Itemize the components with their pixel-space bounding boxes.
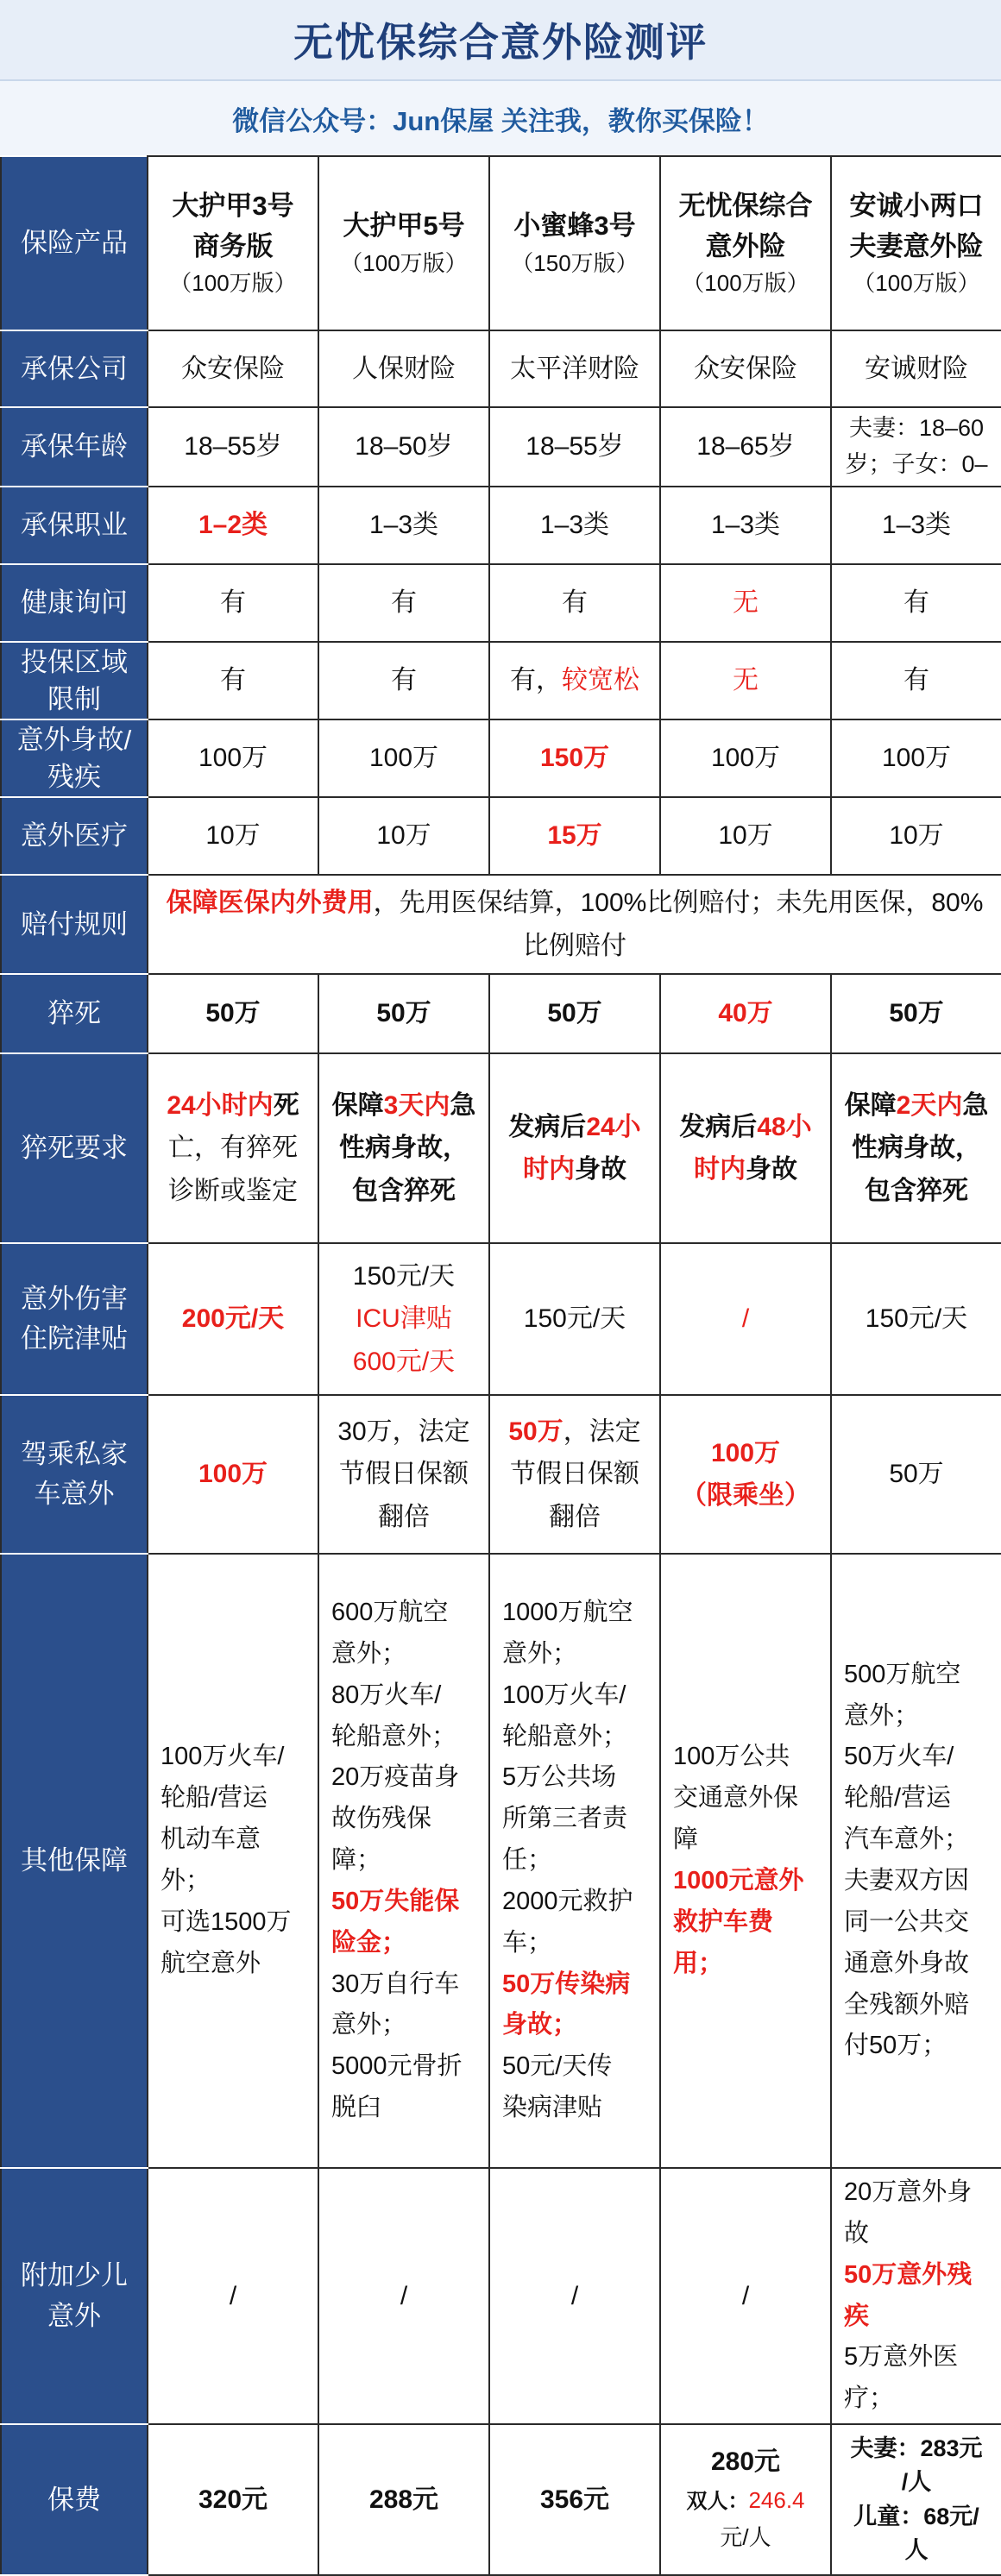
cell-text: 150元/天	[352, 1261, 456, 1291]
page-title: 无忧保综合意外险测评	[0, 0, 1001, 81]
row-label: 承保职业	[1, 487, 148, 564]
cell: 100万	[831, 719, 1001, 797]
cell: 众安保险	[660, 330, 831, 407]
cell-text: 保障	[331, 1090, 384, 1120]
cell-text: 发病后	[679, 1112, 758, 1141]
cell: 40万	[660, 974, 831, 1053]
highlight-text: 100万	[710, 1438, 781, 1467]
cell	[148, 1053, 318, 1243]
highlight-text: ICU津贴	[356, 1304, 452, 1334]
cell: 安诚财险	[831, 330, 1001, 407]
cell: 有	[318, 642, 489, 719]
cell	[489, 642, 660, 719]
cell: 100万	[148, 1395, 318, 1554]
cell	[660, 1053, 831, 1243]
cell: 288元	[318, 2424, 489, 2575]
cell-text: 5万意外医 疗；	[844, 2343, 959, 2413]
table-row-premium	[1, 2424, 1001, 2575]
product-2	[318, 156, 489, 330]
cell: 1–3类	[489, 487, 660, 564]
cell: 1–3类	[318, 487, 489, 564]
cell-text: 死	[273, 1090, 299, 1120]
row-label: 赔付规则	[1, 875, 148, 974]
row-label: 健康询问	[1, 564, 148, 642]
highlight-text: （限乘坐）	[681, 1481, 810, 1510]
table-row-medical	[1, 797, 1001, 875]
row-label: 意外医疗	[1, 797, 148, 875]
table-row-death	[1, 719, 1001, 797]
highlight-text: 600元/天	[352, 1347, 456, 1376]
cell-text: 儿童：68元/ 人	[853, 2503, 979, 2563]
table-row-hospital-allowance	[1, 1243, 1001, 1395]
cell: /	[489, 2168, 660, 2424]
cell	[489, 1554, 660, 2168]
table-row-health	[1, 564, 1001, 642]
cell	[318, 1243, 489, 1395]
highlight-text: 24小时内	[523, 1112, 641, 1184]
product-1	[148, 156, 318, 330]
cell: 100万火车/ 轮船/营运 机动车意 外； 可选1500万 航空意外	[148, 1554, 318, 2168]
product-4	[660, 156, 831, 330]
cell-text: 发病后	[508, 1112, 587, 1141]
cell: 18–55岁	[148, 407, 318, 487]
cell: 50万	[831, 974, 1001, 1053]
cell-text: 双人：	[686, 2489, 749, 2513]
cell-text: 急性病身故，包含猝死	[852, 1090, 989, 1205]
cell: 1–3类	[831, 487, 1001, 564]
cell-text: ，先用医保结算，100%比例赔付；未先用医保，80%比例赔付	[373, 889, 984, 960]
cell-text: 身故	[575, 1155, 626, 1184]
row-label: 保险产品	[1, 156, 148, 330]
highlight-text: 50万	[508, 1417, 563, 1446]
cell: 10万	[831, 797, 1001, 875]
highlight-text: 246.4	[748, 2486, 805, 2513]
row-label: 承保年龄	[1, 407, 148, 487]
highlight-text: 2天内	[896, 1090, 963, 1120]
cell-text: 600万航空 意外； 80万火车/ 轮船意外； 20万疫苗身 故伤残保 障；	[331, 1599, 460, 1875]
cell: 500万航空 意外； 50万火车/ 轮船/营运 汽车意外； 夫妻双方因 同一公共交 通意外身故 全残额外赔 付50万；	[831, 1554, 1001, 2168]
table-row-sudden	[1, 974, 1001, 1053]
cell-text: 1000万航空 意外； 100万火车/ 轮船意外； 5万公共场 所第三者责 任； 2000元救护 车；	[502, 1599, 633, 1957]
cell: 有	[489, 564, 660, 642]
product-version: （150万版）	[511, 249, 639, 276]
cell: 有	[831, 642, 1001, 719]
table-row-occupation	[1, 487, 1001, 564]
cell-text: 50元/天传 染病津贴	[502, 2052, 613, 2122]
highlight-text: 1000元意外 救护车费 用；	[673, 1867, 804, 1977]
cell: 100万	[660, 719, 831, 797]
cell: 15万	[489, 797, 660, 875]
table-row-region	[1, 642, 1001, 719]
cell-text: 急性病身故，包含猝死	[339, 1090, 476, 1205]
product-name: 无忧保综合 意外险	[678, 191, 813, 261]
cell	[660, 2424, 831, 2575]
table-row-header	[1, 156, 1001, 330]
cell: 100万	[148, 719, 318, 797]
cell: 1–2类	[148, 487, 318, 564]
row-label: 驾乘私家 车意外	[1, 1395, 148, 1554]
cell: /	[148, 2168, 318, 2424]
cell: 50万	[489, 974, 660, 1053]
row-label: 猝死	[1, 974, 148, 1053]
cell: 18–55岁	[489, 407, 660, 487]
cell: 50万	[148, 974, 318, 1053]
row-label: 意外伤害 住院津贴	[1, 1243, 148, 1395]
cell: /	[318, 2168, 489, 2424]
claim-rule-cell	[148, 875, 1001, 974]
cell: 有	[318, 564, 489, 642]
cell: 10万	[148, 797, 318, 875]
table-row-company	[1, 330, 1001, 407]
cell: 有	[148, 564, 318, 642]
cell	[489, 1053, 660, 1243]
highlight-text: 50万传染病 身故；	[502, 1970, 631, 2039]
cell	[489, 1395, 660, 1554]
highlight-text: 48小时内	[694, 1112, 812, 1184]
product-name: 大护甲3号 商务版	[172, 191, 294, 261]
cell-text: 有，	[510, 666, 562, 695]
product-name: 大护甲5号	[343, 210, 465, 242]
product-version: （100万版）	[853, 270, 980, 296]
subtitle: 微信公众号：Jun保屋 关注我，教你买保险！	[0, 81, 1001, 155]
cell	[318, 1554, 489, 2168]
cell: 150万	[489, 719, 660, 797]
table-row-child-accident	[1, 2168, 1001, 2424]
table-row-other-coverage	[1, 1554, 1001, 2168]
product-version: （100万版）	[682, 270, 809, 296]
cell: 30万，法定节假日保额翻倍	[318, 1395, 489, 1554]
cell	[831, 2168, 1001, 2424]
cell-text: 保障	[844, 1090, 897, 1120]
cell	[831, 1053, 1001, 1243]
cell: 150元/天	[831, 1243, 1001, 1395]
cell: 无	[660, 564, 831, 642]
comparison-table	[0, 155, 1001, 2576]
highlight-text: 24小时内	[167, 1090, 274, 1120]
cell-text: ，法定节假日保额翻倍	[510, 1417, 641, 1531]
cell: 有	[831, 564, 1001, 642]
cell-text: 身故	[746, 1155, 797, 1184]
cell-text: 100万公共 交通意外保 障	[673, 1743, 799, 1854]
highlight-text: 50万意外残 疾	[844, 2260, 973, 2330]
row-label: 其他保障	[1, 1554, 148, 2168]
highlight-text: 较宽松	[562, 666, 639, 695]
cell	[660, 1554, 831, 2168]
row-label: 猝死要求	[1, 1053, 148, 1243]
cell: 200元/天	[148, 1243, 318, 1395]
cell: 320元	[148, 2424, 318, 2575]
row-label: 意外身故/ 残疾	[1, 719, 148, 797]
cell: 150元/天	[489, 1243, 660, 1395]
cell: 夫妻：18–60 岁；子女：0–	[831, 407, 1001, 487]
product-name: 小蜜蜂3号	[513, 210, 636, 242]
product-version: （100万版）	[340, 249, 468, 276]
product-5	[831, 156, 1001, 330]
row-label: 保费	[1, 2424, 148, 2575]
cell: 众安保险	[148, 330, 318, 407]
product-name: 安诚小两口 夫妻意外险	[849, 191, 984, 261]
table-row-private-car	[1, 1395, 1001, 1554]
row-label: 投保区域 限制	[1, 642, 148, 719]
cell: 人保财险	[318, 330, 489, 407]
cell: 100万	[318, 719, 489, 797]
product-3	[489, 156, 660, 330]
cell: /	[660, 1243, 831, 1395]
product-version: （100万版）	[169, 270, 297, 296]
cell: 18–50岁	[318, 407, 489, 487]
cell	[318, 1053, 489, 1243]
cell-text: 20万意外身 故	[844, 2177, 973, 2247]
cell: /	[660, 2168, 831, 2424]
table-row-sudden-requirement	[1, 1053, 1001, 1243]
cell: 10万	[660, 797, 831, 875]
table-row-claim	[1, 875, 1001, 974]
highlight-text: 保障医保内外费用	[166, 889, 374, 917]
cell: 10万	[318, 797, 489, 875]
highlight-text: 3天内	[383, 1090, 450, 1120]
cell-text: 元/人	[720, 2524, 771, 2551]
cell: 356元	[489, 2424, 660, 2575]
highlight-text: 50万失能保 险金；	[331, 1887, 460, 1957]
cell	[660, 1395, 831, 1554]
cell: 18–65岁	[660, 407, 831, 487]
cell: 50万	[831, 1395, 1001, 1554]
cell: 有	[148, 642, 318, 719]
row-label: 承保公司	[1, 330, 148, 407]
cell: 太平洋财险	[489, 330, 660, 407]
cell-text: 夫妻：283元 /人	[850, 2435, 983, 2496]
cell	[831, 2424, 1001, 2575]
cell-text: 亡，有猝死诊断或鉴定	[168, 1134, 298, 1205]
cell: 1–3类	[660, 487, 831, 564]
row-label: 附加少儿 意外	[1, 2168, 148, 2424]
cell-text: 280元	[710, 2447, 781, 2477]
cell-text: 30万自行车 意外； 5000元骨折 脱臼	[331, 1970, 463, 2122]
cell: 无	[660, 642, 831, 719]
cell: 50万	[318, 974, 489, 1053]
table-row-age	[1, 407, 1001, 487]
